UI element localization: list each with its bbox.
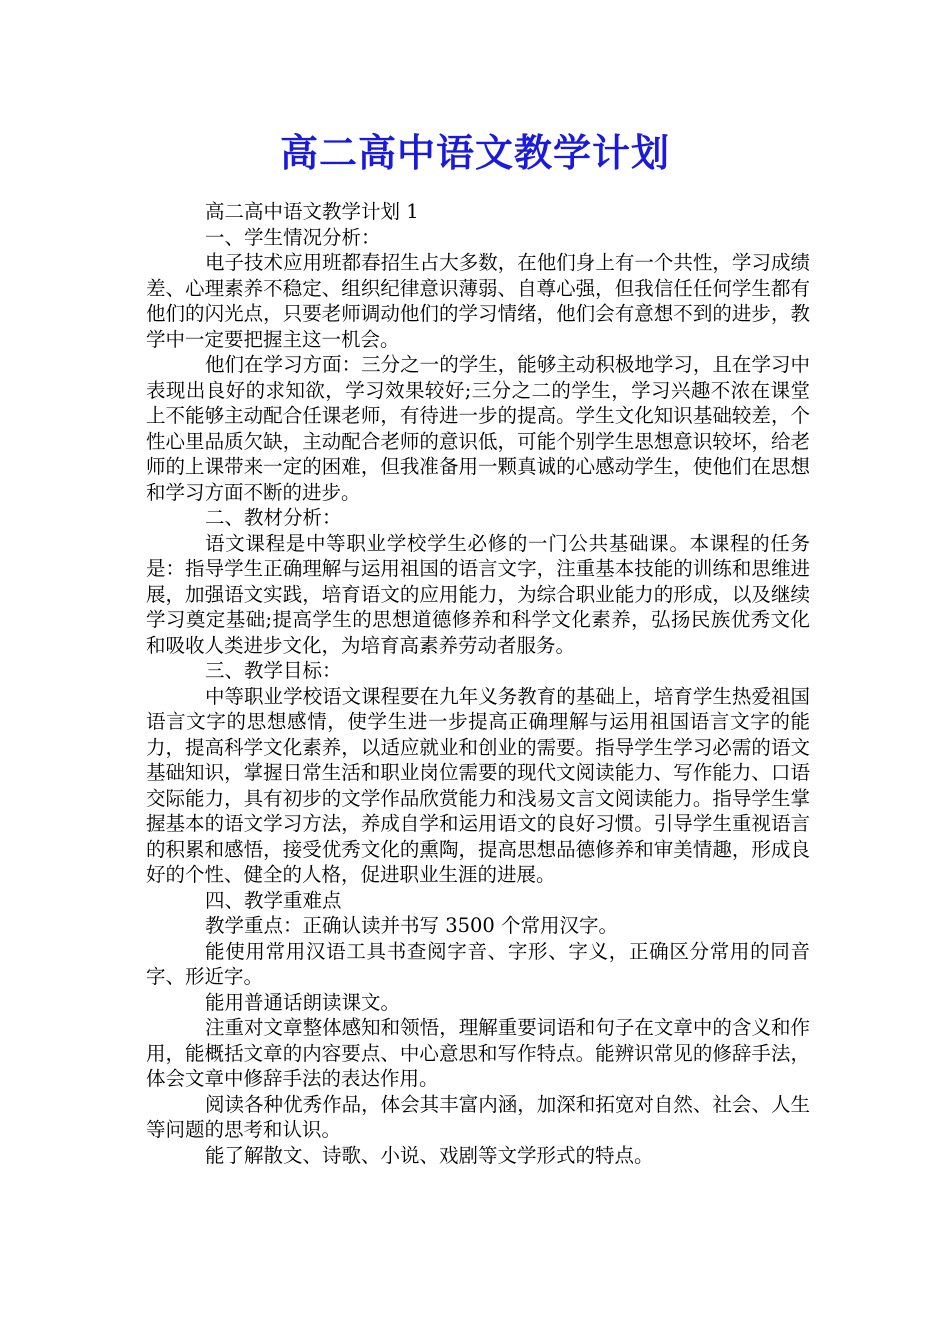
paragraph: 教学重点：正确认读并书写 3500 个常用汉字。 xyxy=(205,914,619,937)
paragraph: 能用普通话朗读课文。 xyxy=(205,990,401,1014)
paragraph: 中等职业学校语文课程要在九年义务教育的基础上，培育学生热爱祖国语言文字的思想感情，使学生进一步提高正确理解与运用祖国语言文字的能力，提高科学文化素养，以适应就业和创业的需要。指导学生学习必需的语文基础知识，掌握日常生活和职业岗位需要的现代文阅读能力、写作能力、口语交际能力，具有初步的文学作品欣赏能力和浅易文言文阅读能力。指导学生掌握基本的语文学习方法，养成自学和运用语文的良好习惯。引导学生重视语言的积累和感悟，接受优秀文化的熏陶，提高思想品德修养和审美情趣，形成良好的个性、健全的人格，促进职业生涯的进展。 xyxy=(146,684,810,886)
paragraph: 语文课程是中等职业学校学生必修的一门公共基础课。本课程的任务是：指导学生正确理解与运用祖国的语言文字，注重基本技能的训练和思维进展，加强语文实践，培育语文的应用能力，为综合职业能力的形成，以及继续学习奠定基础;提高学生的思想道德修养和科学文化素养，弘扬民族优秀文化和吸收人类进步文化，为培育高素养劳动者服务。 xyxy=(146,531,810,657)
section-heading-teaching-goals: 三、教学目标： xyxy=(205,659,342,682)
section-heading-key-points: 四、教学重难点 xyxy=(205,888,342,912)
paragraph: 能使用常用汉语工具书查阅字音、字形、字义，正确区分常用的同音字、形近字。 xyxy=(146,939,810,988)
paragraph: 他们在学习方面：三分之一的学生，能够主动积极地学习，且在学习中表现出良好的求知欲，学习效果较好;三分之二的学生，学习兴趣不浓在课堂上不能够主动配合任课老师，有待进一步的提高。学生文化知识基础较差，个性心里品质欠缺，主动配合老师的意识低，可能个别学生思想意识较坏，给老师的上课带来一定的困难，但我准备用一颗真诚的心感动学生，使他们在思想和学习方面不断的进步。 xyxy=(146,353,810,504)
paragraph-plan-heading: 高二高中语文教学计划 1 xyxy=(205,200,419,223)
paragraph: 阅读各种优秀作品，体会其丰富内涵，加深和拓宽对自然、社会、人生等问题的思考和认识。 xyxy=(146,1092,810,1141)
paragraph: 电子技术应用班都春招生占大多数，在他们身上有一个共性，学习成绩差、心理素养不稳定、组织纪律意识薄弱、自尊心强，但我信任任何学生都有他们的闪光点，只要老师调动他们的学习情绪，他们会有意想不到的进步，教学中一定要把握主这一机会。 xyxy=(146,251,810,351)
document-title: 高二高中语文教学计划 xyxy=(279,130,670,175)
paragraph: 能了解散文、诗歌、小说、戏剧等文学形式的特点。 xyxy=(205,1143,654,1167)
document-body xyxy=(146,199,810,1168)
section-heading-textbook-analysis: 二、教材分析： xyxy=(205,506,342,529)
section-heading-student-analysis: 一、学生情况分析： xyxy=(205,225,381,249)
paragraph: 注重对文章整体感知和领悟，理解重要词语和句子在文章中的含义和作用，能概括文章的内容要点、中心意思和写作特点。能辨识常见的修辞手法，体会文章中修辞手法的表达作用。 xyxy=(146,1016,810,1090)
